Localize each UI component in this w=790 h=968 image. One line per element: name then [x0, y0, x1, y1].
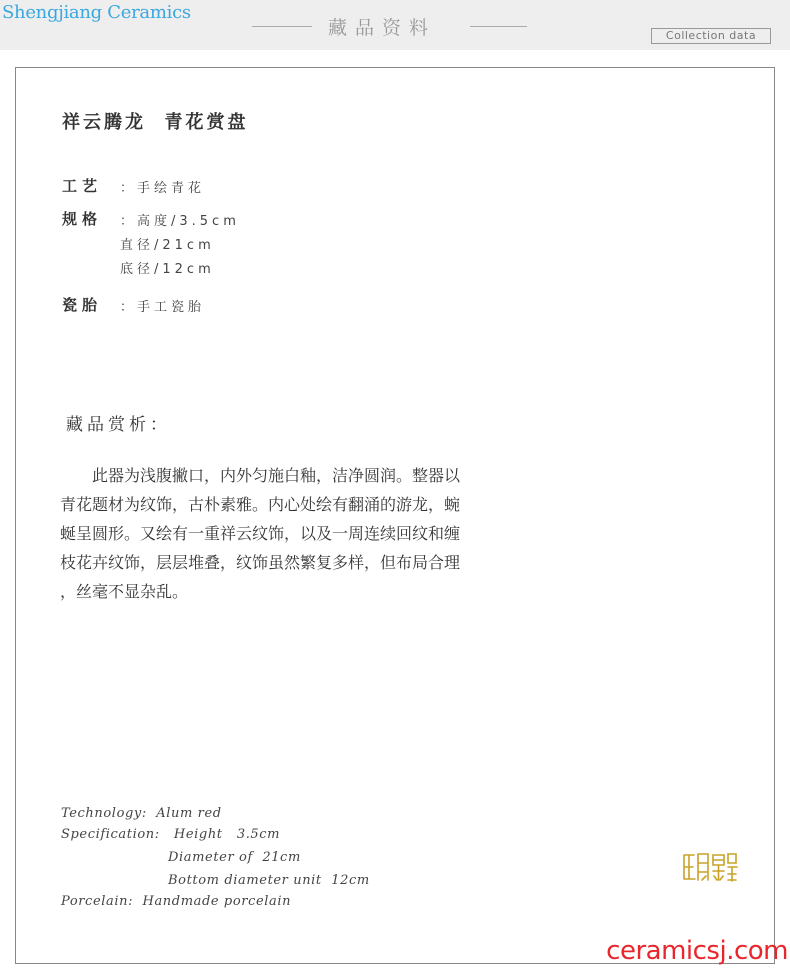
paragraph-line: 青花题材为纹饰，古朴素雅。内心处绘有翻涌的游龙，蜿 [60, 495, 461, 514]
paragraph-line: 此器为浅腹撇口，内外匀施白釉，洁净圆润。整器以 [60, 466, 461, 485]
header-divider-right [470, 26, 527, 27]
english-spec-diameter: Diameter of 21cm [168, 850, 301, 865]
paragraph-line: ，丝毫不显杂乱。 [60, 582, 189, 601]
appreciation-paragraph [60, 461, 540, 606]
collection-data-badge: Collection data [651, 28, 771, 44]
spec-value-height: ：高度/3.5cm [120, 214, 240, 229]
paragraph-line: 蜒呈圆形。又绘有一重祥云纹饰，以及一周连续回纹和缠 [60, 524, 461, 543]
top-bar [0, 0, 790, 50]
spec-value-craft: ：手绘青花 [120, 181, 206, 196]
brand-name: Shengjiang Ceramics [2, 2, 191, 23]
site-watermark: ceramicsj.com [606, 936, 788, 966]
spec-value-diameter: 直径/21cm [120, 238, 215, 253]
seal-stamp-icon [680, 851, 740, 883]
english-porcelain: Porcelain: Handmade porcelain [61, 894, 292, 909]
header-divider-left [252, 26, 312, 27]
paragraph-line: 枝花卉纹饰，层层堆叠，纹饰虽然繁复多样，但布局合理 [60, 553, 461, 572]
spec-label-size: 规格 [62, 210, 103, 228]
spec-value-body: ：手工瓷胎 [120, 300, 206, 315]
spec-label-craft: 工艺 [62, 177, 103, 195]
english-spec-bottom: Bottom diameter unit 12cm [168, 873, 370, 888]
spec-value-bottom: 底径/12cm [120, 262, 215, 277]
appreciation-heading: 藏品赏析： [66, 415, 171, 435]
english-spec-height: Specification: Height 3.5cm [61, 827, 281, 842]
section-title: 藏品资料 [328, 17, 437, 39]
spec-label-body: 瓷胎 [62, 296, 103, 314]
english-technology: Technology: Alum red [61, 806, 222, 821]
item-title: 祥云腾龙 青花赏盘 [62, 112, 249, 133]
